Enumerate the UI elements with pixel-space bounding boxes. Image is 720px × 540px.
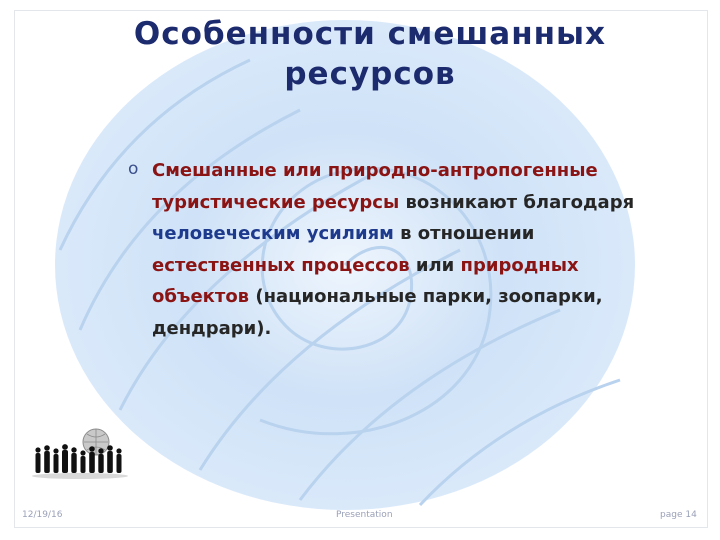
bullet-text bbox=[152, 155, 664, 344]
bullet-phrase-or: или bbox=[409, 254, 461, 276]
bullet-phrase-natural-objects: природных объектов bbox=[152, 254, 579, 307]
business-people-globe-image bbox=[30, 420, 130, 480]
footer-date: 12/19/16 bbox=[22, 510, 63, 520]
bullet-phrase-examples: (национальные парки, зоопарки, дендрари). bbox=[152, 286, 603, 339]
footer-page-number: page 14 bbox=[660, 510, 697, 520]
slide-title: Особенности смешанных ресурсов bbox=[133, 16, 607, 92]
footer-presentation-label: Presentation bbox=[336, 510, 393, 520]
bullet-phrase-human-effort: человеческим усилиям bbox=[152, 223, 394, 244]
bullet-phrase-mixed-resources: Смешанные или природно-антропогенные туристические ресурсы bbox=[152, 160, 598, 213]
bullet-phrase-natural-processes: естественных процессов bbox=[152, 254, 410, 276]
bullet-phrase-arise: возникают благодаря bbox=[399, 191, 635, 213]
bullet-phrase-regarding: в отношении bbox=[393, 223, 535, 244]
bullet-marker: o bbox=[128, 159, 139, 179]
